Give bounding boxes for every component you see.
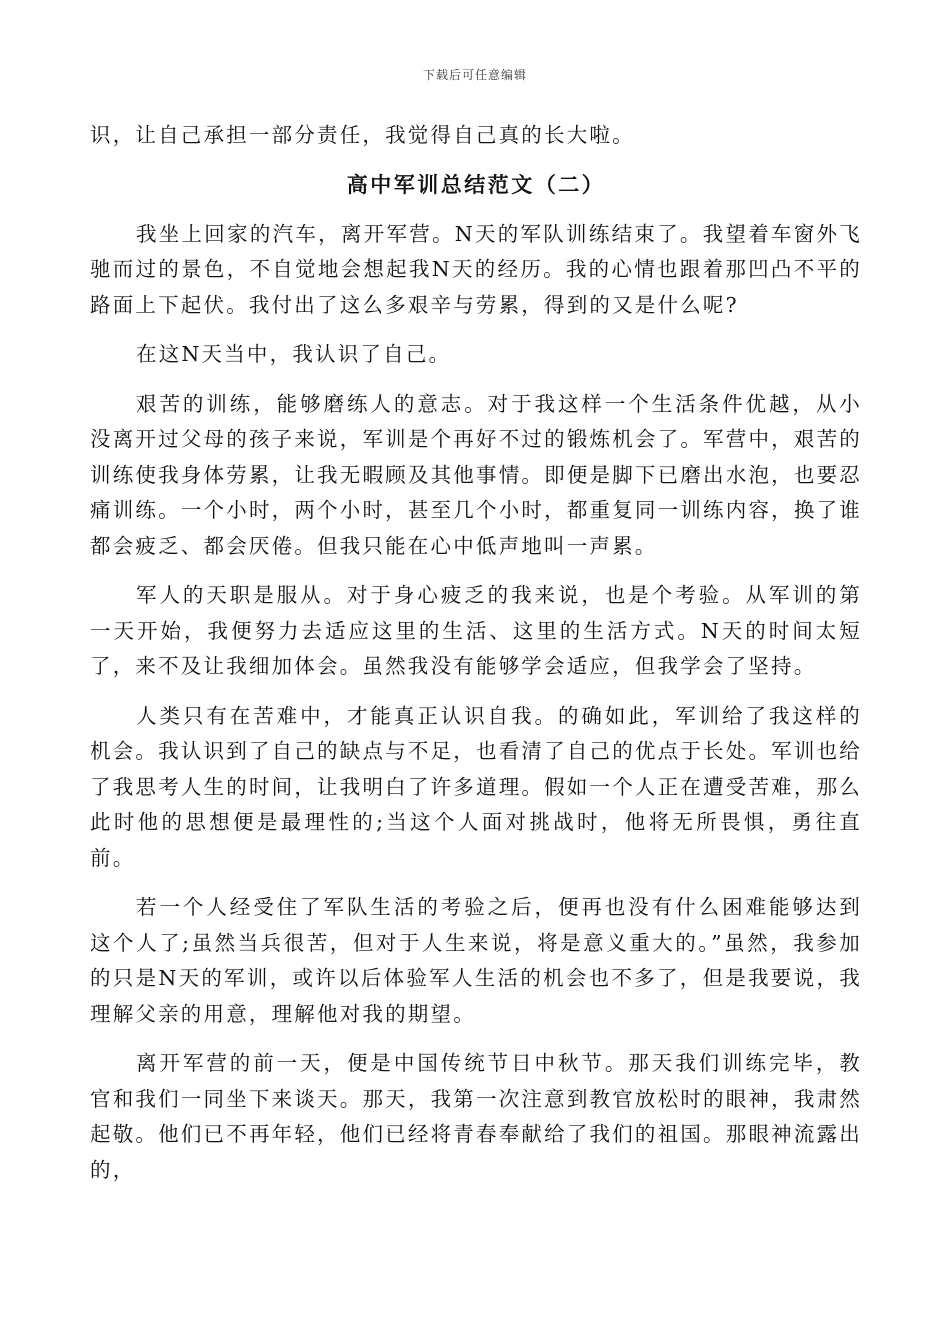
paragraph-6: 若一个人经受住了军队生活的考验之后，便再也没有什么困难能够达到这个人了;虽然当兵很苦，但对于人生来说，将是意义重大的。”虽然，我参加的只是N天的军训，或许以后体验军人生活的机会也不多了，但是我要说，我理解父亲的用意，理解他对我的期望。 (90, 895, 862, 1026)
document-body (90, 118, 862, 1188)
section-title: 高中军训总结范文（二） (346, 171, 606, 197)
paragraph-2: 在这N天当中，我认识了自己。 (136, 342, 452, 366)
lead-paragraph: 识，让自己承担一部分责任，我觉得自己真的长大啦。 (90, 123, 635, 147)
page-header: 下载后可任意编辑 (422, 68, 527, 82)
paragraph-1: 我坐上回家的汽车，离开军营。N天的军队训练结束了。我望着车窗外飞驰而过的景色，不自觉地会想起我N天的经历。我的心情也跟着那凹凸不平的路面上下起伏。我付出了这么多艰辛与劳累，得到的又是什么呢? (90, 221, 862, 317)
paragraph-3: 艰苦的训练，能够磨练人的意志。对于我这样一个生活条件优越，从小没离开过父母的孩子来说，军训是个再好不过的锻炼机会了。军营中，艰苦的训练使我身体劳累，让我无暇顾及其他事情。即便是脚下已磨出水泡，也要忍痛训练。一个小时，两个小时，甚至几个小时，都重复同一训练内容，换了谁都会疲乏、都会厌倦。但我只能在心中低声地叫一声累。 (90, 391, 862, 558)
paragraph-5: 人类只有在苦难中，才能真正认识自我。的确如此，军训给了我这样的机会。我认识到了自己的缺点与不足，也看清了自己的优点于长处。军训也给了我思考人生的时间，让我明白了许多道理。假如一个人正在遭受苦难，那么此时他的思想便是最理性的;当这个人面对挑战时，他将无所畏惧，勇往直前。 (90, 703, 862, 870)
paragraph-4: 军人的天职是服从。对于身心疲乏的我来说，也是个考验。从军训的第一天开始，我便努力去适应这里的生活、这里的生活方式。N天的时间太短了，来不及让我细加体会。虽然我没有能够学会适应，但我学会了坚持。 (90, 583, 862, 678)
paragraph-7: 离开军营的前一天，便是中国传统节日中秋节。那天我们训练完毕，教官和我们一同坐下来谈天。那天，我第一次注意到教官放松时的眼神，我肃然起敬。他们已不再年轻，他们已经将青春奉献给了我们的祖国。那眼神流露出的， (90, 1051, 862, 1182)
